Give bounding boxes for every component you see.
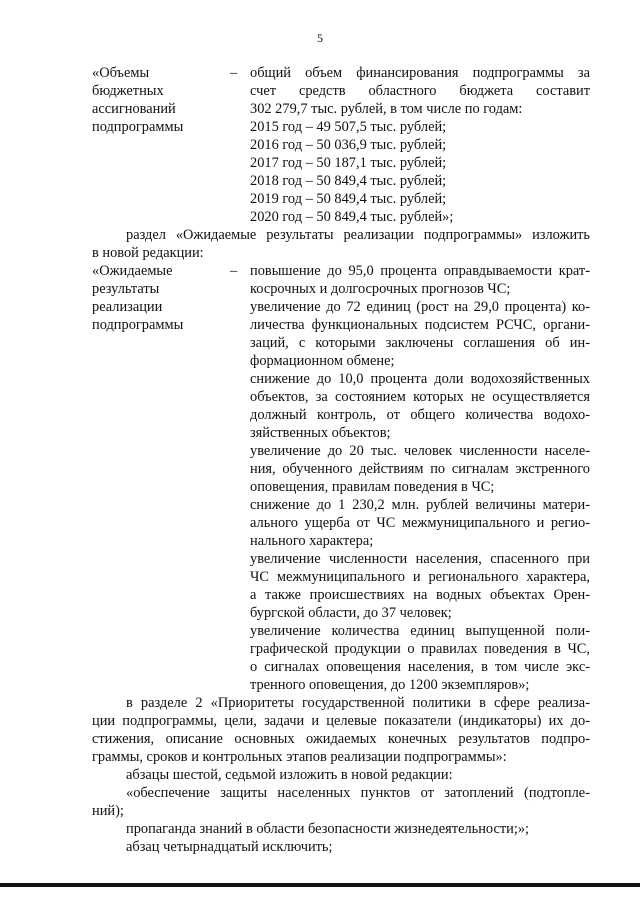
- text-line: личества функциональных подсистем РСЧС, органи-: [250, 317, 590, 333]
- label-line: ассигнований: [92, 101, 176, 117]
- text-line: должный контроль, от общего количества водохо-: [250, 407, 590, 423]
- text-line: нального характера;: [250, 533, 374, 549]
- year-line: 2016 год – 50 036,9 тыс. рублей;: [250, 137, 447, 153]
- text-line: ЧС межмуниципального и регионального характера,: [250, 569, 590, 585]
- label-line: бюджетных: [92, 83, 164, 99]
- text-line: заций, с которыми заключены соглашения об ин-: [250, 335, 590, 351]
- label-line: реализации: [92, 299, 163, 315]
- text-line: 302 279,7 тыс. рублей, в том числе по годам:: [250, 101, 523, 117]
- paragraph-line: абзацы шестой, седьмой изложить в новой редакции:: [126, 767, 453, 783]
- paragraph-line: стижения, описание основных ожидаемых конечных результатов подпро-: [92, 731, 590, 747]
- text-line: снижение до 10,0 процента доли водохозяйственных: [250, 371, 590, 387]
- text-line: увеличение численности населения, спасенного при: [250, 551, 590, 567]
- text-line: счет средств областного бюджета составит: [250, 83, 590, 99]
- year-line: 2020 год – 50 849,4 тыс. рублей»;: [250, 209, 454, 225]
- text-line: тренного оповещения, до 1200 экземпляров»;: [250, 677, 530, 693]
- text-line: снижение до 1 230,2 млн. рублей величины матери-: [250, 497, 590, 513]
- paragraph-line: раздел «Ожидаемые результаты реализации подпрограммы» изложить: [126, 227, 590, 243]
- label-line: «Объемы: [92, 65, 150, 81]
- dash: –: [230, 65, 238, 81]
- text-line: объектов, за состоянием которых не осуществляется: [250, 389, 590, 405]
- paragraph-line: граммы, сроков и контрольных этапов реализации подпрограммы»:: [92, 749, 507, 765]
- label-line: «Ожидаемые: [92, 263, 173, 279]
- text-line: графической продукции о правилах поведения в ЧС,: [250, 641, 590, 657]
- text-line: повышение до 95,0 процента оправдываемости крат-: [250, 263, 590, 279]
- label-line: подпрограммы: [92, 317, 184, 333]
- text-line: бургской области, до 37 человек;: [250, 605, 452, 621]
- paragraph-line: в новой редакции:: [92, 245, 204, 261]
- text-line: а также происшествиях на водных объектах Орен-: [250, 587, 590, 603]
- text-line: о сигналах оповещения населения, в том числе экс-: [250, 659, 590, 675]
- dash: –: [230, 263, 238, 279]
- paragraph-line: ции подпрограммы, цели, задачи и целевые показатели (индикаторы) их до-: [92, 713, 590, 729]
- paragraph-line: абзац четырнадцатый исключить;: [126, 839, 333, 855]
- paragraph-line: ний);: [92, 803, 124, 819]
- year-line: 2018 год – 50 849,4 тыс. рублей;: [250, 173, 447, 189]
- text-line: ния, обученного действиям по сигналам экстренного: [250, 461, 590, 477]
- text-line: зяйственных объектов;: [250, 425, 391, 441]
- page-number: 5: [317, 31, 323, 45]
- text-line: косрочных и долгосрочных прогнозов ЧС;: [250, 281, 511, 297]
- year-line: 2019 год – 50 849,4 тыс. рублей;: [250, 191, 447, 207]
- label-line: подпрограммы: [92, 119, 184, 135]
- year-line: 2017 год – 50 187,1 тыс. рублей;: [250, 155, 447, 171]
- text-line: общий объем финансирования подпрограммы за: [250, 65, 590, 81]
- paragraph-line: пропаганда знаний в области безопасности жизнедеятельности;»;: [126, 821, 530, 837]
- text-line: увеличение количества единиц выпущенной поли-: [250, 623, 590, 639]
- text-line: увеличение до 20 тыс. человек численности населе-: [250, 443, 590, 459]
- year-line: 2015 год – 49 507,5 тыс. рублей;: [250, 119, 447, 135]
- text-line: ального ущерба от ЧС межмуниципального и регио-: [250, 515, 590, 531]
- text-line: формационном обмене;: [250, 353, 395, 369]
- paragraph-line: в разделе 2 «Приоритеты государственной политики в сфере реализа-: [126, 695, 590, 711]
- text-line: увеличение до 72 единиц (рост на 29,0 процента) ко-: [250, 299, 590, 315]
- text-line: оповещения, правилам поведения в ЧС;: [250, 479, 495, 495]
- paragraph-line: «обеспечение защиты населенных пунктов от затоплений (подтопле-: [126, 785, 590, 801]
- bottom-rule: [0, 883, 640, 887]
- label-line: результаты: [92, 281, 160, 297]
